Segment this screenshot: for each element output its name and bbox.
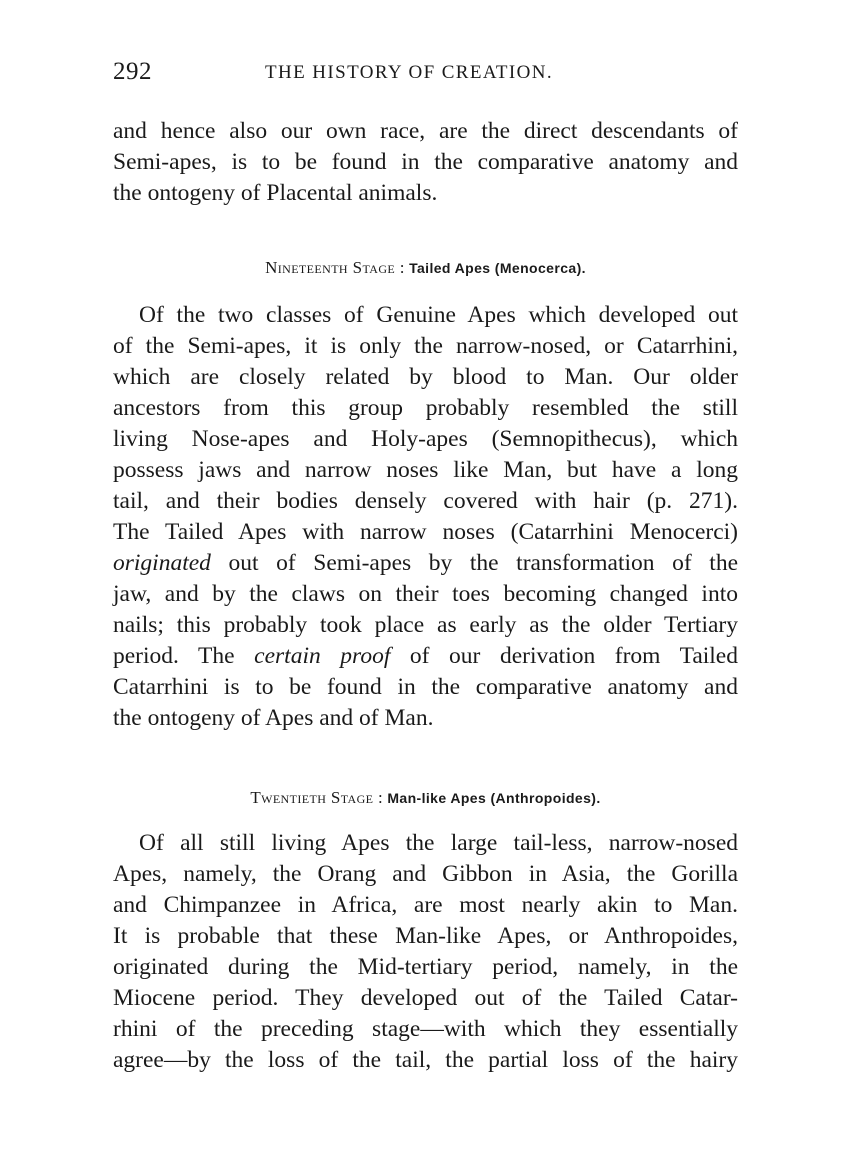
book-title: THE HISTORY OF CREATION. (265, 62, 554, 83)
text-run: period. The (113, 643, 255, 669)
paragraph-man-like-apes (113, 828, 738, 1076)
italic-word: originated (113, 550, 211, 576)
italic-word: proof (340, 643, 391, 669)
text-line: rhini of the preceding stage—with which they essentially (113, 1016, 738, 1042)
text-line: Miocene period. They developed out of the Tailed Catar- (113, 985, 738, 1011)
text-run: out of Semi-apes by the transformation of the (210, 550, 738, 576)
text-line: nails; this probably took place as early as the older Tertiary (113, 612, 738, 638)
paragraph-tailed-apes (113, 300, 738, 734)
text-line: jaw, and by the claws on their toes becoming changed into (113, 581, 738, 607)
text-line: the ontogeny of Placental animals. (113, 180, 438, 206)
stage-label: Twentieth Stage : (250, 788, 384, 807)
text-line: Semi-apes, is to be found in the comparative anatomy and (113, 149, 738, 175)
text-line: the ontogeny of Apes and of Man. (113, 705, 434, 731)
page-number: 292 (113, 58, 152, 85)
section-heading-nineteenth-stage (113, 258, 738, 278)
section-heading-twentieth-stage (113, 788, 738, 808)
text-line: and Chimpanzee in Africa, are most nearly akin to Man. (113, 892, 738, 918)
text-line: of the Semi-apes, it is only the narrow-nosed, or Catarrhini, (113, 333, 738, 359)
text-line: It is probable that these Man-like Apes, or Anthropoides, (113, 923, 738, 949)
text-line: ancestors from this group probably resembled the still (113, 395, 738, 421)
text-line: Apes, namely, the Orang and Gibbon in Asia, the Gorilla (113, 861, 738, 887)
text-run (321, 643, 341, 669)
stage-title: Tailed Apes (Menocerca). (409, 260, 586, 276)
text-line: Of all still living Apes the large tail-less, narrow-nosed (139, 830, 738, 856)
text-line (113, 641, 738, 672)
running-head (113, 58, 738, 88)
text-line: originated during the Mid-tertiary period, namely, in the (113, 954, 738, 980)
text-line: tail, and their bodies densely covered with hair (p. 271). (113, 488, 738, 514)
text-line: and hence also our own race, are the direct descendants of (113, 118, 738, 144)
text-line: living Nose-apes and Holy-apes (Semnopithecus), which (113, 426, 738, 452)
italic-word: certain (254, 643, 321, 669)
text-line: The Tailed Apes with narrow noses (Catarrhini Menocerci) (113, 519, 738, 545)
text-line: possess jaws and narrow noses like Man, but have a long (113, 457, 738, 483)
text-line (113, 548, 738, 579)
text-line: Of the two classes of Genuine Apes which developed out (139, 302, 738, 328)
text-run: of our derivation from Tailed (390, 643, 738, 669)
stage-title: Man-like Apes (Anthropoides). (387, 790, 601, 806)
text-line: which are closely related by blood to Man. Our older (113, 364, 738, 390)
text-line: Catarrhini is to be found in the comparative anatomy and (113, 674, 738, 700)
paragraph-intro (113, 116, 738, 209)
text-line: agree—by the loss of the tail, the partial loss of the hairy (113, 1047, 738, 1073)
stage-label: Nineteenth Stage : (265, 258, 405, 277)
